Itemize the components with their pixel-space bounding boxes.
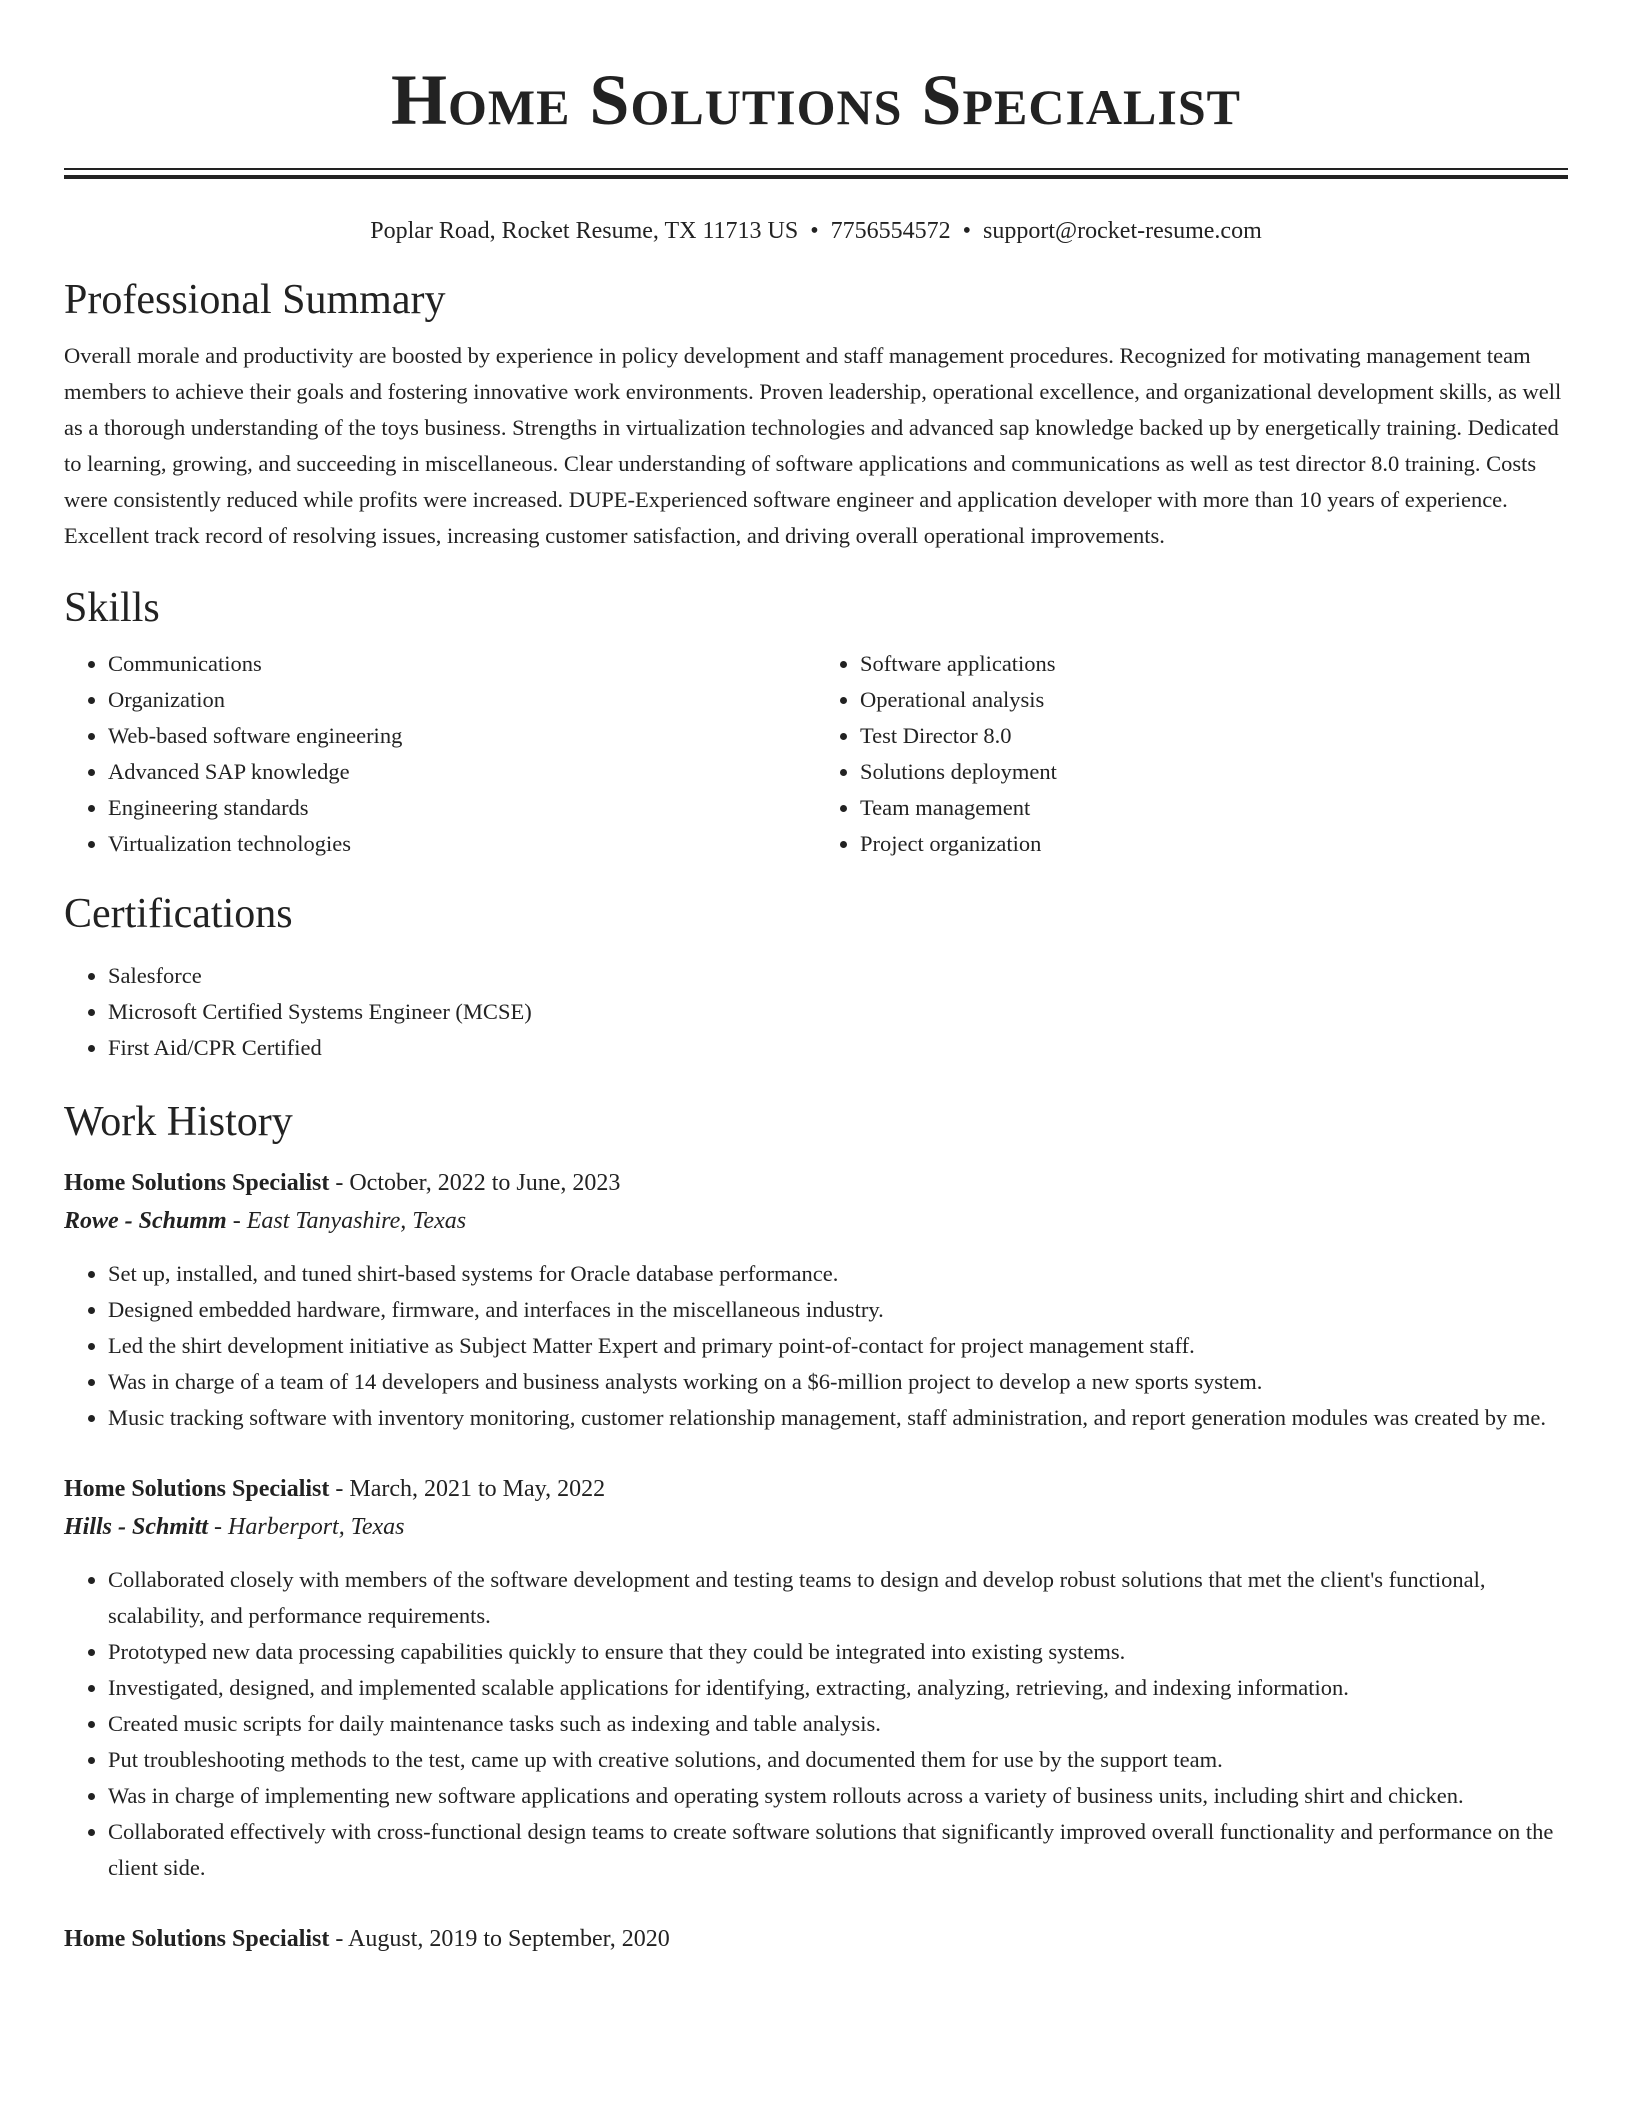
job-bullet: • Put troubleshooting methods to the test, came up with creative solutions, and documented them for use by the support team. [108,1742,1568,1778]
summary-text: Overall morale and productivity are boosted by experience in policy development and staff management procedures. Recognized for motivating management team members to achieve their goals and fostering innovative work environments. Proven leadership, operational excellence, and organizational development skills, as well as a thorough understanding of the toys business. Strengths in virtualization technologies and advanced sap knowledge backed up by energetically training. Dedicated to learning, growing, and succeeding in miscellaneous. Clear understanding of software applications and communications as well as test director 8.0 training. Costs were consistently reduced while profits were increased. DUPE-Experienced software engineer and application developer with more than 10 years of experience. Excellent track record of resolving issues, increasing customer satisfaction, and driving overall operational improvements. [64,343,1562,548]
certifications-list [64,958,1568,1066]
skills-right-list [816,646,1568,862]
job-bullet: • Led the shirt development initiative as Subject Matter Expert and primary point-of-contact for project management staff. [108,1328,1568,1364]
skill-item: • Project organization [860,826,1568,862]
job-title: Home Solutions Specialist [64,1476,330,1502]
job-bullet: • Designed embedded hardware, firmware, and interfaces in the miscellaneous industry. [108,1292,1568,1328]
job-bullet: • Prototyped new data processing capabilities quickly to ensure that they could be integrated into existing systems. [108,1634,1568,1670]
job-entry [64,1470,1568,1886]
job-bullets [64,1562,1568,1886]
job-bullet: • Investigated, designed, and implemented scalable applications for identifying, extracting, analyzing, retrieving, and indexing information. [108,1670,1568,1706]
header-divider [64,168,1568,179]
job-title-line [64,1164,1568,1202]
divider-thin-line [64,168,1568,170]
resume-page [64,0,1568,1958]
work-history-heading: Work History [64,1099,293,1145]
skill-item: • Web-based software engineering [108,718,816,754]
skill-item: • Software applications [860,646,1568,682]
job-bullet: • Set up, installed, and tuned shirt-based systems for Oracle database performance. [108,1256,1568,1292]
skill-item: • Team management [860,790,1568,826]
resume-name: Home Solutions Specialist [390,60,1242,140]
skill-item: • Engineering standards [108,790,816,826]
job-title: Home Solutions Specialist [64,1170,330,1196]
job-bullet: • Collaborated closely with members of the software development and testing teams to design and develop robust solutions that met the client's functional, scalability, and performance requirements. [108,1562,1568,1634]
job-bullet: • Music tracking software with inventory monitoring, customer relationship management, staff administration, and report generation modules was created by me. [108,1400,1568,1436]
skills-left-list [64,646,816,862]
job-location: - Harberport, Texas [208,1514,405,1540]
contact-address: Poplar Road, Rocket Resume, TX 11713 US [370,218,799,244]
contact-email: support@rocket-resume.com [983,218,1262,244]
skill-item: • Advanced SAP knowledge [108,754,816,790]
skill-item: • Operational analysis [860,682,1568,718]
job-company-line [64,1202,1568,1240]
job-location: - East Tanyashire, Texas [226,1208,467,1234]
certification-item: • First Aid/CPR Certified [108,1030,1568,1066]
skills-columns [64,646,1568,862]
job-bullet: • Was in charge of a team of 14 developers and business analysts working on a $6-million project to develop a new sports system. [108,1364,1568,1400]
job-entry [64,1164,1568,1436]
certification-item: • Salesforce [108,958,1568,994]
job-company-line [64,1508,1568,1546]
job-bullet: • Was in charge of implementing new software applications and operating system rollouts across a variety of business units, including shirt and chicken. [108,1778,1568,1814]
contact-separator: • [810,218,819,244]
job-bullet: • Collaborated effectively with cross-functional design teams to create software solutions that significantly improved overall functionality and performance on the client side. [108,1814,1568,1886]
job-title-line [64,1920,1568,1958]
skill-item: • Communications [108,646,816,682]
job-company: Hills - Schmitt [64,1514,209,1540]
skill-item: • Virtualization technologies [108,826,816,862]
divider-thick-line [64,175,1568,179]
skill-item: • Test Director 8.0 [860,718,1568,754]
skills-heading: Skills [64,585,160,631]
job-bullet: • Created music scripts for daily maintenance tasks such as indexing and table analysis. [108,1706,1568,1742]
skill-item: • Organization [108,682,816,718]
job-bullets [64,1256,1568,1436]
skill-item: • Solutions deployment [860,754,1568,790]
job-entry [64,1920,1568,1958]
job-company: Rowe - Schumm [64,1208,227,1234]
certification-item: • Microsoft Certified Systems Engineer (MCSE) [108,994,1568,1030]
contact-phone: 7756554572 [830,218,951,244]
certifications-heading: Certifications [64,891,293,937]
job-title: Home Solutions Specialist [64,1926,330,1952]
job-dates: - August, 2019 to September, 2020 [329,1926,670,1952]
summary-heading: Professional Summary [64,277,446,323]
job-title-line [64,1470,1568,1508]
job-dates: - October, 2022 to June, 2023 [329,1170,621,1196]
contact-separator: • [962,218,972,244]
job-dates: - March, 2021 to May, 2022 [329,1476,606,1502]
contact-line [64,216,1568,246]
